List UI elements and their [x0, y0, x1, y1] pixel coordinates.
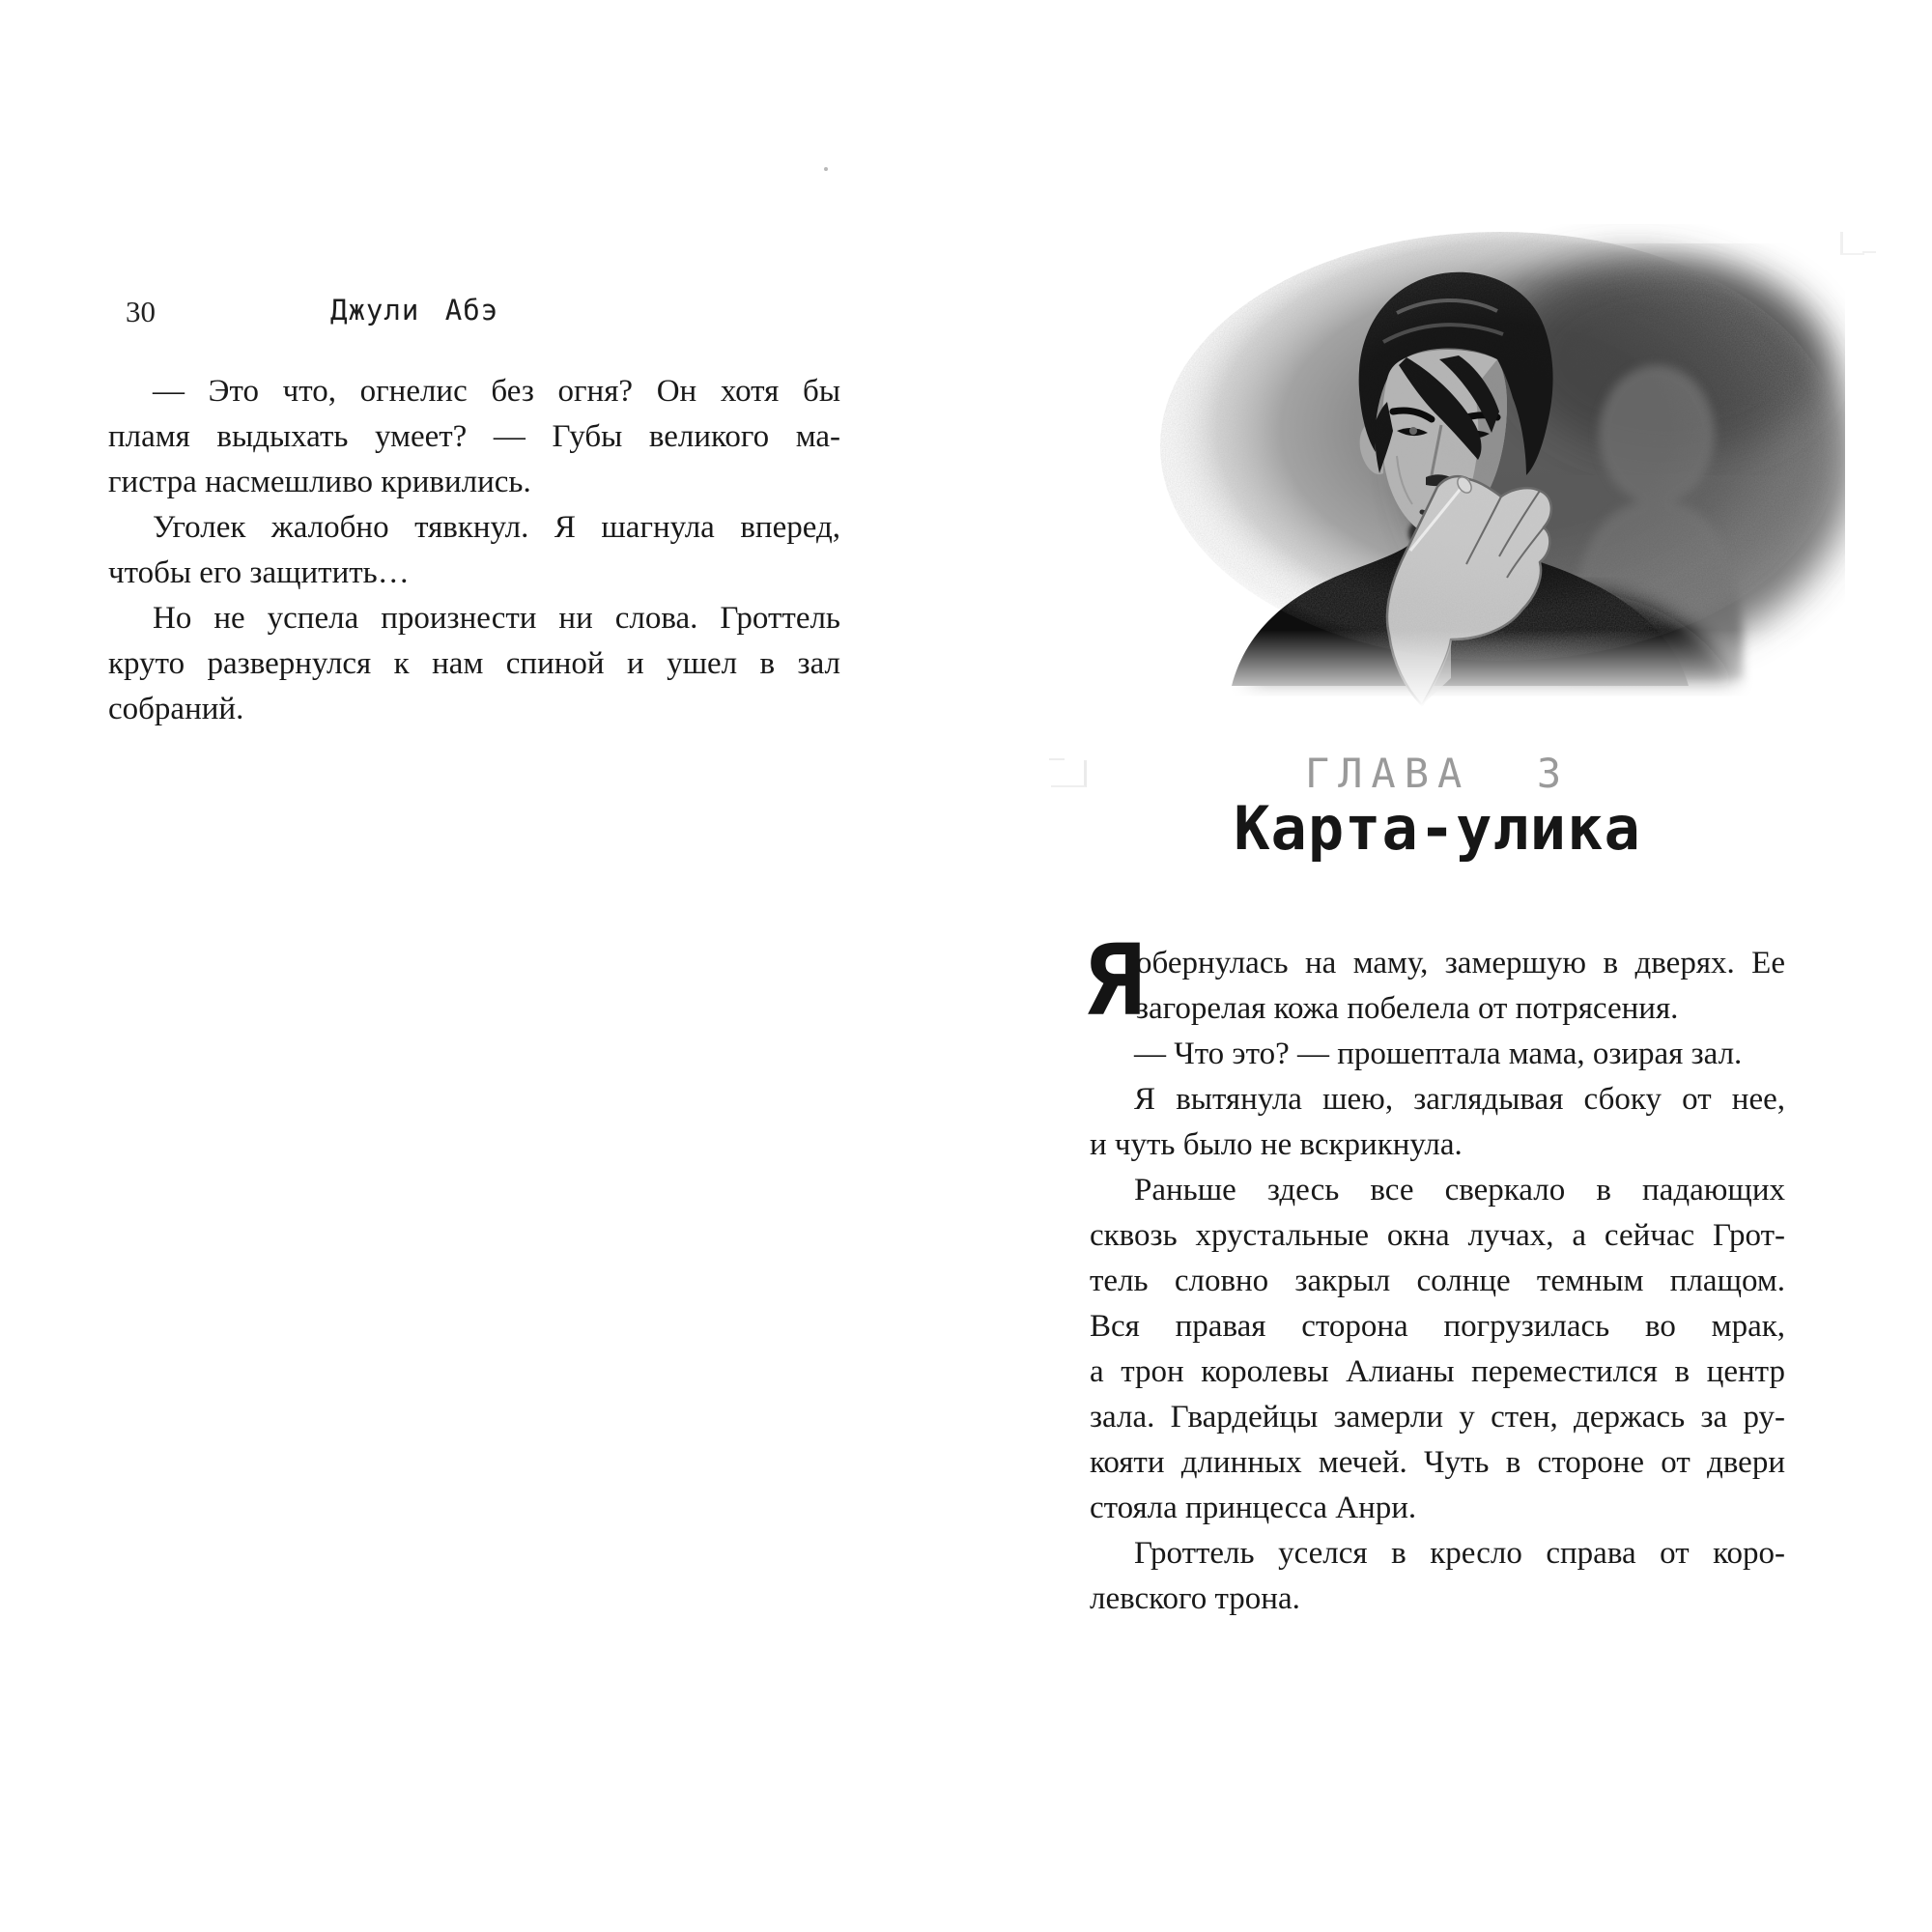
text-line: стояла принцесса Анри. — [1090, 1491, 1417, 1525]
text-line: тель словно закрыл солнце темным плащом. — [1090, 1264, 1785, 1298]
paragraph — [1090, 1531, 1785, 1622]
text-line: сквозь хрустальные окна лучах, а сейчас Грот- — [1090, 1218, 1785, 1253]
paragraph — [108, 596, 840, 732]
scan-artifact — [1051, 760, 1087, 787]
running-header: Джули Абэ — [330, 294, 499, 327]
text-line: и чуть было не вскрикнула. — [1090, 1127, 1463, 1162]
text-line: Но не успела произнести ни слова. Гроттель — [153, 601, 840, 636]
text-line: обернулась на маму, замершую в дверях. Ее — [1136, 946, 1785, 980]
scan-speck — [824, 167, 828, 171]
text-line: Вся правая сторона погрузилась во мрак, — [1090, 1309, 1785, 1344]
chapter-heading — [1090, 750, 1785, 864]
text-line: зала. Гвардейцы замерли у стен, держась за ру- — [1090, 1400, 1785, 1435]
paragraph — [1090, 1077, 1785, 1168]
paragraph — [108, 505, 840, 596]
left-body-text — [108, 369, 840, 732]
text-line: собраний. — [108, 692, 244, 726]
portrait-illustration — [1130, 224, 1845, 707]
text-line: — Что это? — прошептала мама, озирая зал. — [1134, 1037, 1743, 1071]
text-line: — Это что, огнелис без огня? Он хотя бы — [153, 374, 840, 409]
text-line: левского трона. — [1090, 1581, 1300, 1616]
paragraph — [1090, 941, 1785, 1032]
paragraph — [1090, 1032, 1785, 1077]
paragraph — [1090, 1168, 1785, 1531]
drop-cap: Я — [1084, 923, 1144, 1038]
page-number: 30 — [126, 295, 156, 328]
text-line: Гроттель уселся в кресло справа от коро- — [1134, 1536, 1785, 1571]
text-line: загорелая кожа побелела от потрясения. — [1136, 991, 1679, 1026]
text-line: гистра насмешливо кривились. — [108, 465, 531, 499]
chapter-title: Карта-улика — [1234, 793, 1641, 864]
text-line: кояти длинных мечей. Чуть в стороне от двери — [1090, 1445, 1785, 1480]
text-line: круто развернулся к нам спиной и ушел в зал — [108, 646, 840, 681]
right-body-text — [1084, 923, 1785, 1622]
text-line: Я вытянула шею, заглядывая сбоку от нее, — [1134, 1082, 1785, 1117]
text-line: пламя выдыхать умеет? — Губы великого ма- — [108, 419, 840, 454]
text-line: а трон королевы Алианы переместился в центр — [1090, 1354, 1785, 1389]
paragraph — [108, 369, 840, 505]
text-line: чтобы его защитить… — [108, 555, 410, 590]
chapter-number-label: ГЛАВА 3 — [1304, 750, 1571, 797]
text-line: Уголек жалобно тявкнул. Я шагнула вперед, — [153, 510, 840, 545]
text-line: Раньше здесь все сверкало в падающих — [1134, 1173, 1785, 1208]
